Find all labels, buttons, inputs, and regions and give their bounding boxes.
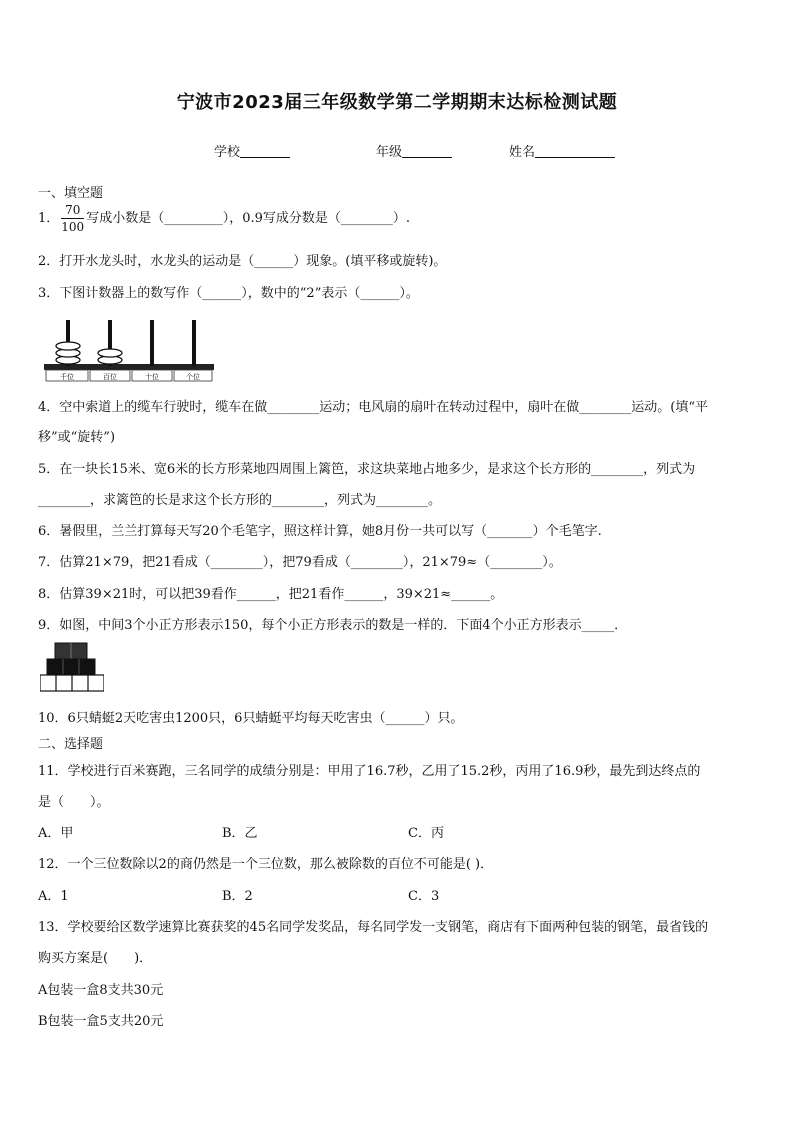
page-title: 宁波市2023届三年级数学第二学期期末达标检测试题 [176,92,618,113]
question-9: 9．如图，中间3个小正方形表示150，每个小正方形表示的数是一样的．下面4个小正方形表示_____． [38,618,628,633]
question-5-line-1: 5．在一块长15米、宽6米的长方形菜地四周围上篱笆，求这块菜地占地多少，是求这个长方形的________，列式为 [38,462,696,477]
q1-text: 写成小数是（_________），0.9写成分数是（________）. [86,211,410,226]
abacus-label: 千位 [60,373,74,381]
question-12: 12．一个三位数除以2的商仍然是一个三位数，那么被除数的百位不可能是( )． [38,857,494,872]
q11-option-b[interactable]: B．乙 [222,826,258,841]
question-13-line-2: 购买方案是( )． [38,951,153,966]
square-stack-figure [40,641,104,693]
q12-option-c[interactable]: C．3 [408,889,440,904]
question-8: 8．估算39×21时，可以把39看作______，把21看作______，39×21≈______。 [38,587,504,602]
abacus-label: 百位 [103,373,117,381]
question-7: 7．估算21×79，把21看成（________），把79看成（________），21×79≈（________）。 [38,555,562,570]
question-10: 10．6只蜻蜓2天吃害虫1200只，6只蜻蜓平均每天吃害虫（______）只。 [38,711,464,726]
school-label: 学校 [214,145,241,160]
section-fill-blank: 一、填空题 [38,186,104,201]
q1-fraction [61,204,84,233]
section-multiple-choice: 二、选择题 [38,737,104,752]
q12-option-b[interactable]: B．2 [222,889,253,904]
q1-fraction-numerator: 70 [61,204,84,219]
q1-fraction-denominator: 100 [61,220,85,234]
question-2: 2．打开水龙头时，水龙头的运动是（______）现象。(填平移或旋转)。 [38,254,447,269]
question-3: 3．下图计数器上的数写作（______），数中的“2”表示（______）。 [38,286,419,301]
q13-option-a[interactable]: A包装一盒8支共30元 [38,983,164,998]
name-blank[interactable] [535,143,615,158]
abacus-figure [44,318,214,382]
grade-field [376,141,452,160]
question-5-line-2: ________，求篱笆的长是求这个长方形的________，列式为________。 [38,493,442,508]
school-field [214,141,290,160]
question-6: 6．暑假里，兰兰打算每天写20个毛笔字，照这样计算，她8月份一共可以写（_______）个毛笔字. [38,524,602,539]
name-field [509,141,615,160]
school-blank[interactable] [240,143,290,158]
q11-option-a[interactable]: A．甲 [38,826,74,841]
grade-blank[interactable] [402,143,452,158]
name-label: 姓名 [509,145,536,160]
grade-label: 年级 [376,145,403,160]
abacus-label: 十位 [145,373,159,381]
question-11-line-1: 11．学校进行百米赛跑，三名同学的成绩分别是：甲用了16.7秒，乙用了15.2秒，丙用了16.9秒，最先到达终点的 [38,764,701,779]
question-4-line-1: 4．空中索道上的缆车行驶时，缆车在做________运动；电风扇的扇叶在转动过程中，扇叶在做________运动。(填“平 [38,400,708,415]
question-11-line-2: 是（ ）。 [38,795,110,810]
q12-option-a[interactable]: A．1 [38,889,69,904]
q13-option-b[interactable]: B包装一盒5支共20元 [38,1014,164,1029]
q11-option-c[interactable]: C．丙 [408,826,444,841]
abacus-label: 个位 [186,373,200,381]
question-1 [38,204,764,233]
q1-number: 1． [38,211,60,226]
question-4-line-2: 移”或“旋转”) [38,430,116,445]
question-13-line-1: 13．学校要给区数学速算比赛获奖的45名同学发奖品，每名同学发一支钢笔，商店有下面两种包装的钢笔，最省钱的 [38,920,709,935]
